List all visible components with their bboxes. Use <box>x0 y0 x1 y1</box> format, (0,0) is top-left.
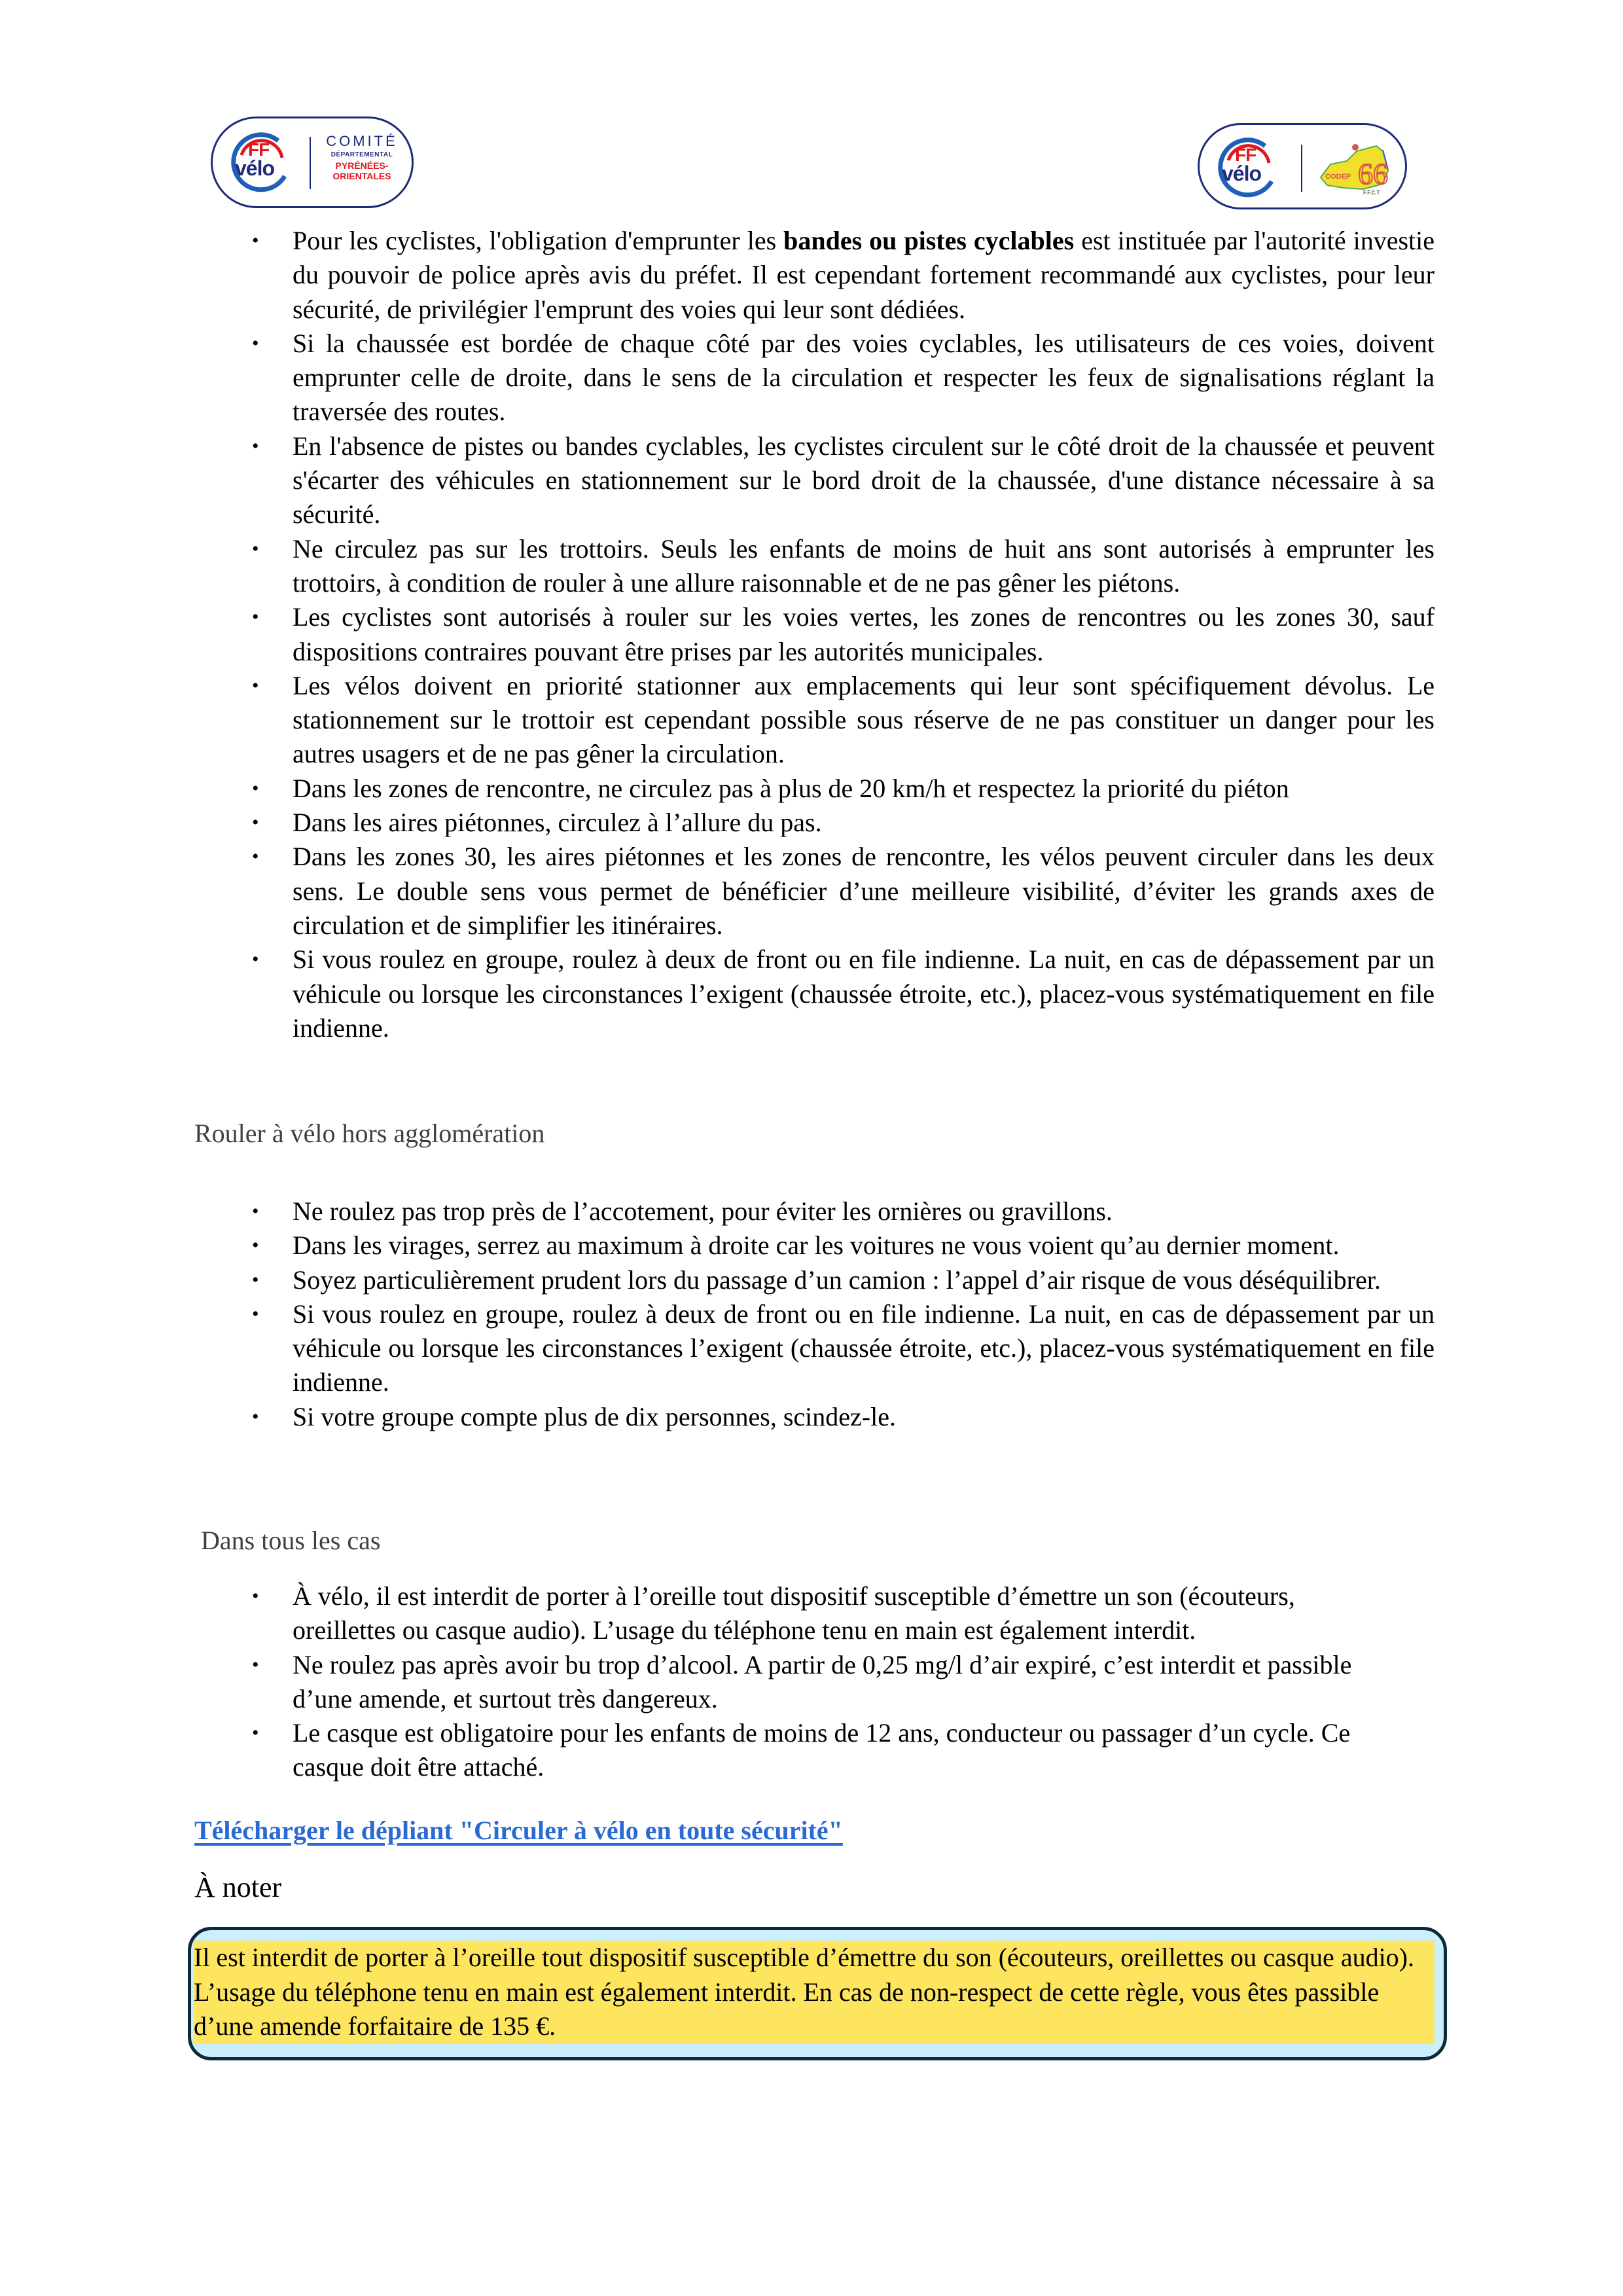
item-text: Dans les virages, serrez au maximum à droite car les voitures ne vous voient qu’au dernier moment. <box>293 1230 1340 1261</box>
ffvelo-ff-text: FF <box>1235 145 1257 165</box>
list-item <box>252 772 1435 806</box>
list-item <box>252 806 1435 840</box>
item-text: Si la chaussée est bordée de chaque côté par des voies cyclables, les utilisateurs de ces voies, doivent emprunter celle de droite, dans le sens de la circulation et respecter les feux de signalisations réglant la traversée des routes. <box>293 328 1435 427</box>
list-item <box>252 1716 1385 1785</box>
bullet-icon: • <box>252 1200 259 1222</box>
all-cases-rules-list <box>252 1579 1385 1785</box>
item-text: Dans les aires piétonnes, circulez à l’allure du pas. <box>293 808 822 838</box>
list-item <box>252 600 1435 669</box>
item-bold-text: bandes ou pistes cyclables <box>783 226 1075 255</box>
list-item <box>252 1648 1385 1717</box>
ffvelo-emblem <box>227 129 293 194</box>
bullet-icon: • <box>252 812 259 834</box>
list-item <box>252 1229 1435 1263</box>
list-item <box>252 669 1435 772</box>
ffvelo-codep-logo <box>1198 123 1407 209</box>
comite-line2: DÉPARTEMENTAL <box>330 151 393 158</box>
comite-line4: ORIENTALES <box>332 171 391 181</box>
ffvelo-comite-logo <box>211 117 414 208</box>
logo-divider <box>310 137 311 189</box>
codep66-logo <box>1317 138 1393 198</box>
ffvelo-ff-text: FF <box>248 139 270 160</box>
bullet-icon: • <box>252 1585 259 1607</box>
bullet-icon: • <box>252 1234 259 1257</box>
bullet-icon: • <box>252 1302 259 1325</box>
bullet-icon: • <box>252 674 259 696</box>
codep66-map-icon <box>1317 138 1393 198</box>
ffvelo-emblem-right <box>1214 134 1279 200</box>
item-text: Les cyclistes sont autorisés à rouler sur les voies vertes, les zones de rencontres ou les zones 30, sauf dispositions contraires pouvant être prises par les autorités municipales. <box>293 602 1435 666</box>
list-item <box>252 1263 1435 1297</box>
item-text: est instituée par l'autorité investie du pouvoir de police après avis du préfet. Il est cependant fortement recommandé aux cyclistes, pour leur sécurité, de privilégier l'emprunt des voies qui leur sont dédiées. <box>293 226 1435 324</box>
bullet-icon: • <box>252 948 259 971</box>
bullet-icon: • <box>252 332 259 354</box>
list-item <box>252 1194 1435 1229</box>
svg-text:F.F.C.T: F.F.C.T <box>1363 190 1380 196</box>
bullet-icon: • <box>252 846 259 868</box>
bullet-icon: • <box>252 777 259 799</box>
item-text: Les vélos doivent en priorité stationner aux emplacements qui leur sont spécifiquement dévolus. Le stationnement sur le trottoir est cependant possible sous réserve de ne pas constituer un danger pour les autres usagers et de ne pas gêner la circulation. <box>293 670 1435 769</box>
bullet-icon: • <box>252 1405 259 1427</box>
bullet-icon: • <box>252 435 259 457</box>
item-text: Le casque est obligatoire pour les enfants de moins de 12 ans, conducteur ou passager d’un cycle. Ce casque doit être attaché. <box>293 1718 1351 1782</box>
list-item <box>252 1297 1435 1400</box>
bullet-icon: • <box>252 1653 259 1676</box>
item-text: Si vous roulez en groupe, roulez à deux de front ou en file indienne. La nuit, en cas de dépassement par un véhicule ou lorsque les circonstances l’exigent (chaussée étroite, etc.), placez-vous systématiquement en file indienne. <box>293 944 1435 1043</box>
comite-line3: PYRÉNÉES- <box>335 160 389 171</box>
section-heading-all-cases: Dans tous les cas <box>201 1526 381 1555</box>
list-item <box>252 327 1435 429</box>
list-item <box>252 840 1435 942</box>
bullet-icon: • <box>252 1722 259 1744</box>
bullet-icon: • <box>252 606 259 628</box>
item-text: Ne roulez pas trop près de l’accotement, pour éviter les ornières ou gravillons. <box>293 1196 1113 1226</box>
item-text: Ne roulez pas après avoir bu trop d’alcool. A partir de 0,25 mg/l d’air expiré, c’est interdit et passible d’une amende, et surtout très dangereux. <box>293 1649 1352 1713</box>
item-text: Dans les zones de rencontre, ne circulez pas à plus de 20 km/h et respectez la priorité du piéton <box>293 773 1289 803</box>
svg-text:66: 66 <box>1358 157 1388 190</box>
urban-rules-list <box>252 224 1435 1045</box>
list-item <box>252 942 1435 1045</box>
list-item <box>252 1579 1385 1648</box>
item-text: Si votre groupe compte plus de dix personnes, scindez-le. <box>293 1401 896 1431</box>
download-leaflet-link[interactable]: Télécharger le dépliant "Circuler à vélo en toute sécurité" <box>194 1816 843 1845</box>
item-text: Soyez particulièrement prudent lors du passage d’un camion : l’appel d’air risque de vous déséquilibrer. <box>293 1265 1381 1295</box>
bullet-icon: • <box>252 537 259 560</box>
list-item <box>252 224 1435 327</box>
ffvelo-velo-text: vélo <box>235 156 275 180</box>
logo-divider <box>1301 145 1302 192</box>
note-label: À noter <box>194 1871 282 1903</box>
item-text: Pour les cyclistes, l'obligation d'emprunter les <box>293 226 784 255</box>
section-heading-rural: Rouler à vélo hors agglomération <box>194 1119 545 1148</box>
svg-text:CODEP: CODEP <box>1325 173 1351 181</box>
bullet-icon: • <box>252 230 259 251</box>
comite-line1: COMITÉ <box>326 133 398 149</box>
note-box <box>188 1927 1447 2060</box>
item-text: À vélo, il est interdit de porter à l’oreille tout dispositif susceptible d’émettre un son (écouteurs, oreillettes ou casque audio). L’usage du téléphone tenu en main est également interdit. <box>293 1581 1295 1645</box>
list-item <box>252 1400 1435 1434</box>
item-text: Si vous roulez en groupe, roulez à deux de front ou en file indienne. La nuit, en cas de dépassement par un véhicule ou lorsque les circonstances l’exigent (chaussée étroite, etc.), placez-vous systématiquement en file indienne. <box>293 1299 1435 1397</box>
list-item <box>252 429 1435 532</box>
item-text: En l'absence de pistes ou bandes cyclables, les cyclistes circulent sur le côté droit de la chaussée et peuvent s'écarter des véhicules en stationnement sur le bord droit de la chaussée, d'une distance nécessaire à sa sécurité. <box>293 431 1435 529</box>
note-text: Il est interdit de porter à l’oreille tout dispositif susceptible d’émettre du son (écouteurs, oreillettes ou casque audio). L’usage du téléphone tenu en main est également interdit. En cas de non-respect de cette règle, vous êtes passible d’une amende forfaitaire de 135 €. <box>194 1941 1435 2044</box>
bullet-icon: • <box>252 1268 259 1291</box>
comite-text <box>323 133 401 181</box>
rural-rules-list <box>252 1194 1435 1434</box>
list-item <box>252 532 1435 601</box>
item-text: Ne circulez pas sur les trottoirs. Seuls les enfants de moins de huit ans sont autorisés à emprunter les trottoirs, à condition de rouler à une allure raisonnable et de ne pas gêner les piétons. <box>293 533 1435 598</box>
item-text: Dans les zones 30, les aires piétonnes et les zones de rencontre, les vélos peuvent circuler dans les deux sens. Le double sens vous permet de bénéficier d’une meilleure visibilité, d’éviter les grands axes de circulation et de simplifier les itinéraires. <box>293 842 1435 940</box>
ffvelo-velo-text: vélo <box>1222 162 1262 185</box>
